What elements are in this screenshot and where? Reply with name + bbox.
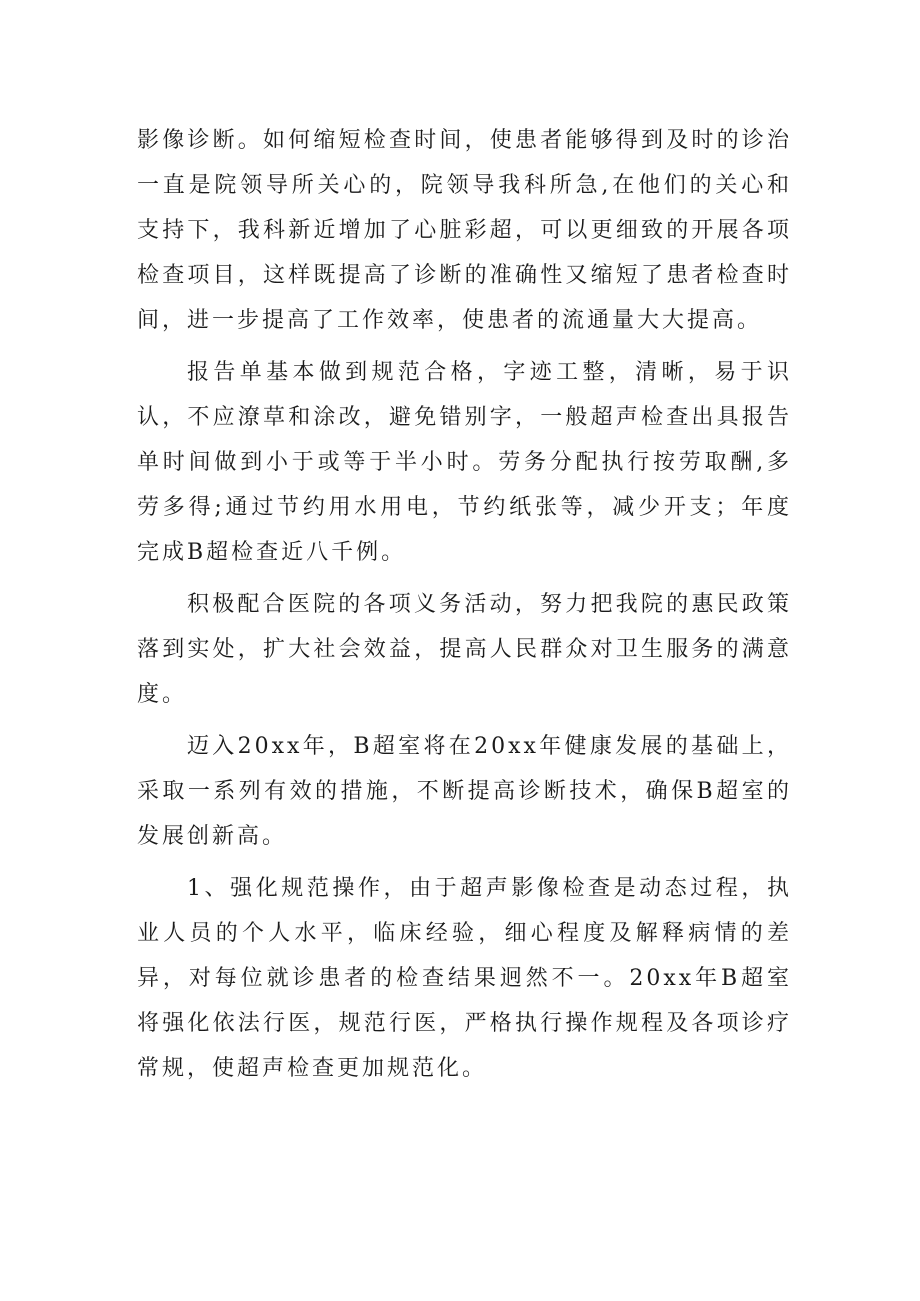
paragraph-2: 报告单基本做到规范合格，字迹工整，清晰，易于识认，不应潦草和涂改，避免错别字，一般超声检查出具报告单时间做到小于或等于半小时。劳务分配执行按劳取酬,多劳多得;通过节约用水用电，节约纸张等，减少开支；年度完成B超检查近八千例。: [137, 360, 792, 565]
document-body: [137, 118, 792, 1098]
paragraph-3: 积极配合医院的各项义务活动，努力把我院的惠民政策落到实处，扩大社会效益，提高人民群众对卫生服务的满意度。: [137, 592, 792, 707]
paragraph-4: 迈入20xx年，B超室将在20xx年健康发展的基础上，采取一系列有效的措施，不断提高诊断技术，确保B超室的发展创新高。: [137, 734, 792, 849]
paragraph-5: 1、强化规范操作，由于超声影像检查是动态过程，执业人员的个人水平，临床经验，细心程度及解释病情的差异，对每位就诊患者的检查结果迥然不一。20xx年B超室将强化依法行医，规范行医，严格执行操作规程及各项诊疗常规，使超声检查更加规范化。: [137, 876, 792, 1081]
paragraph-1: 影像诊断。如何缩短检查时间，使患者能够得到及时的诊治一直是院领导所关心的，院领导我科所急,在他们的关心和支持下，我科新近增加了心脏彩超，可以更细致的开展各项检查项目，这样既提高了诊断的准确性又缩短了患者检查时间，进一步提高了工作效率，使患者的流通量大大提高。: [137, 128, 792, 333]
